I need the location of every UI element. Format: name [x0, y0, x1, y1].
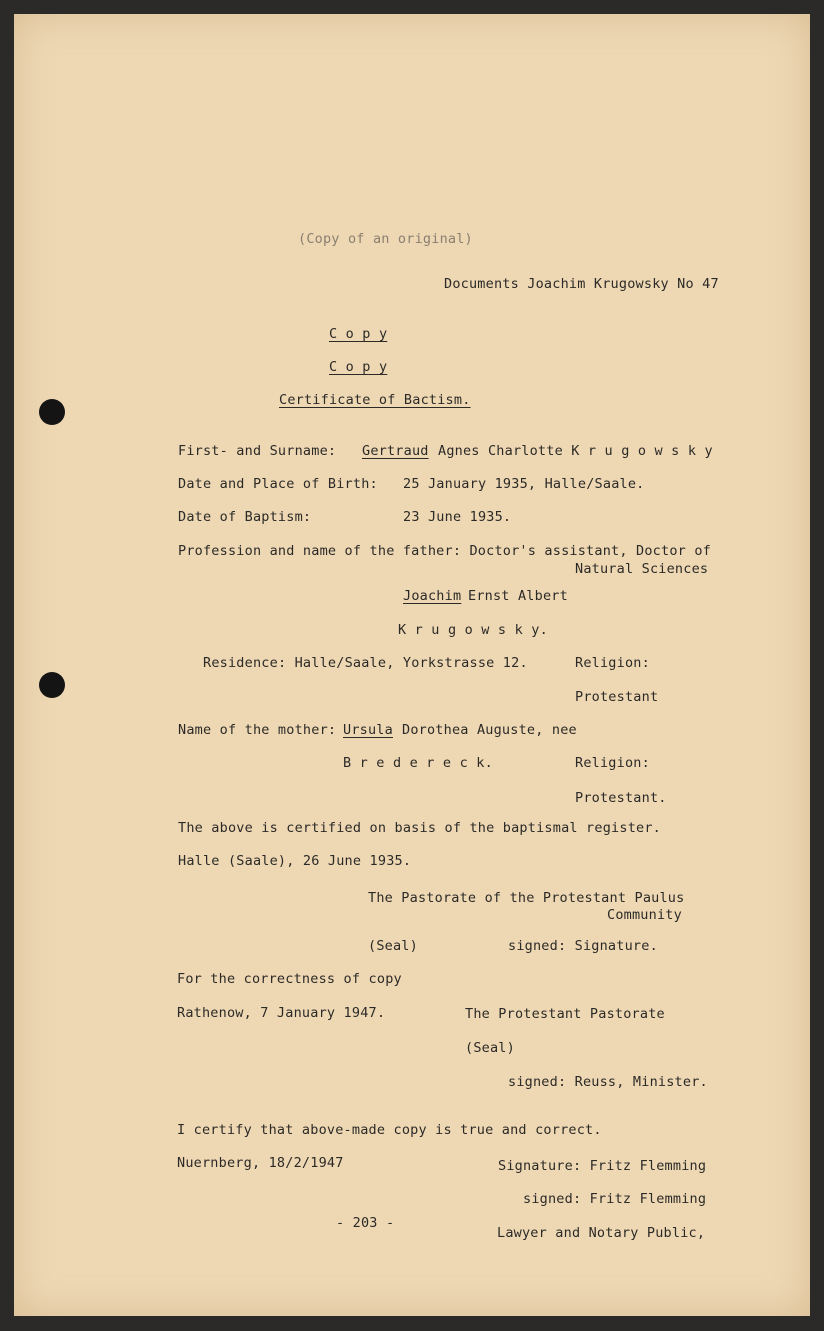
father-first-name: Joachim [403, 588, 462, 604]
signed-line: signed: Reuss, Minister. [508, 1074, 708, 1090]
mother-label: Name of the mother: [178, 722, 337, 738]
child-name-rest: Agnes Charlotte K r u g o w s k y [438, 443, 713, 459]
pastorate-line: The Protestant Pastorate [465, 1006, 665, 1022]
father-name-rest: Ernst Albert [468, 588, 568, 604]
header-stamp: (Copy of an original) [298, 231, 473, 247]
birth-label: Date and Place of Birth: [178, 476, 378, 492]
seal-label: (Seal) [465, 1040, 515, 1056]
certificate-title: Certificate of Bactism. [279, 392, 471, 408]
mother-first-name: Ursula [343, 722, 393, 738]
mother-maiden-name: B r e d e r e c k. [343, 755, 493, 771]
signature-line: Signature: Fritz Flemming [498, 1158, 707, 1174]
seal-label: (Seal) [368, 938, 418, 954]
father-line-2: Natural Sciences [575, 561, 709, 577]
residence: Residence: Halle/Saale, Yorkstrasse 12. [203, 655, 528, 671]
place-date: Halle (Saale), 26 June 1935. [178, 853, 412, 869]
religion-label: Religion: [575, 755, 650, 771]
place-date: Rathenow, 7 January 1947. [177, 1005, 386, 1021]
child-first-name: Gertraud [362, 443, 429, 459]
page-number: - 203 - [336, 1215, 395, 1231]
religion-label: Religion: [575, 655, 650, 671]
father-surname: K r u g o w s k y. [398, 622, 548, 638]
pastorate-line: The Pastorate of the Protestant Paulus [368, 890, 685, 906]
religion-value: Protestant [575, 689, 659, 705]
mother-name-rest: Dorothea Auguste, nee [402, 722, 577, 738]
baptism-value: 23 June 1935. [403, 509, 512, 525]
copy-label: C o p y [329, 326, 388, 342]
copy-label: C o p y [329, 359, 388, 375]
baptism-label: Date of Baptism: [178, 509, 312, 525]
signed-line: signed: Fritz Flemming [523, 1191, 707, 1207]
name-label: First- and Surname: [178, 443, 337, 459]
lawyer-title: Lawyer and Notary Public, [497, 1225, 706, 1241]
correctness-text: For the correctness of copy [177, 971, 402, 987]
birth-value: 25 January 1935, Halle/Saale. [403, 476, 645, 492]
father-line: Profession and name of the father: Doctor's assistant, Doctor of [178, 543, 711, 559]
certify-text: I certify that above-made copy is true and correct. [177, 1122, 602, 1138]
religion-value: Protestant. [575, 790, 667, 806]
document-reference: Documents Joachim Krugowsky No 47 [444, 276, 719, 292]
place-date: Nuernberg, 18/2/1947 [177, 1155, 344, 1171]
punch-hole [39, 399, 65, 425]
certified-text: The above is certified on basis of the baptismal register. [178, 820, 662, 836]
punch-hole [39, 672, 65, 698]
pastorate-line-2: Community [607, 907, 682, 923]
signed-line: signed: Signature. [508, 938, 658, 954]
